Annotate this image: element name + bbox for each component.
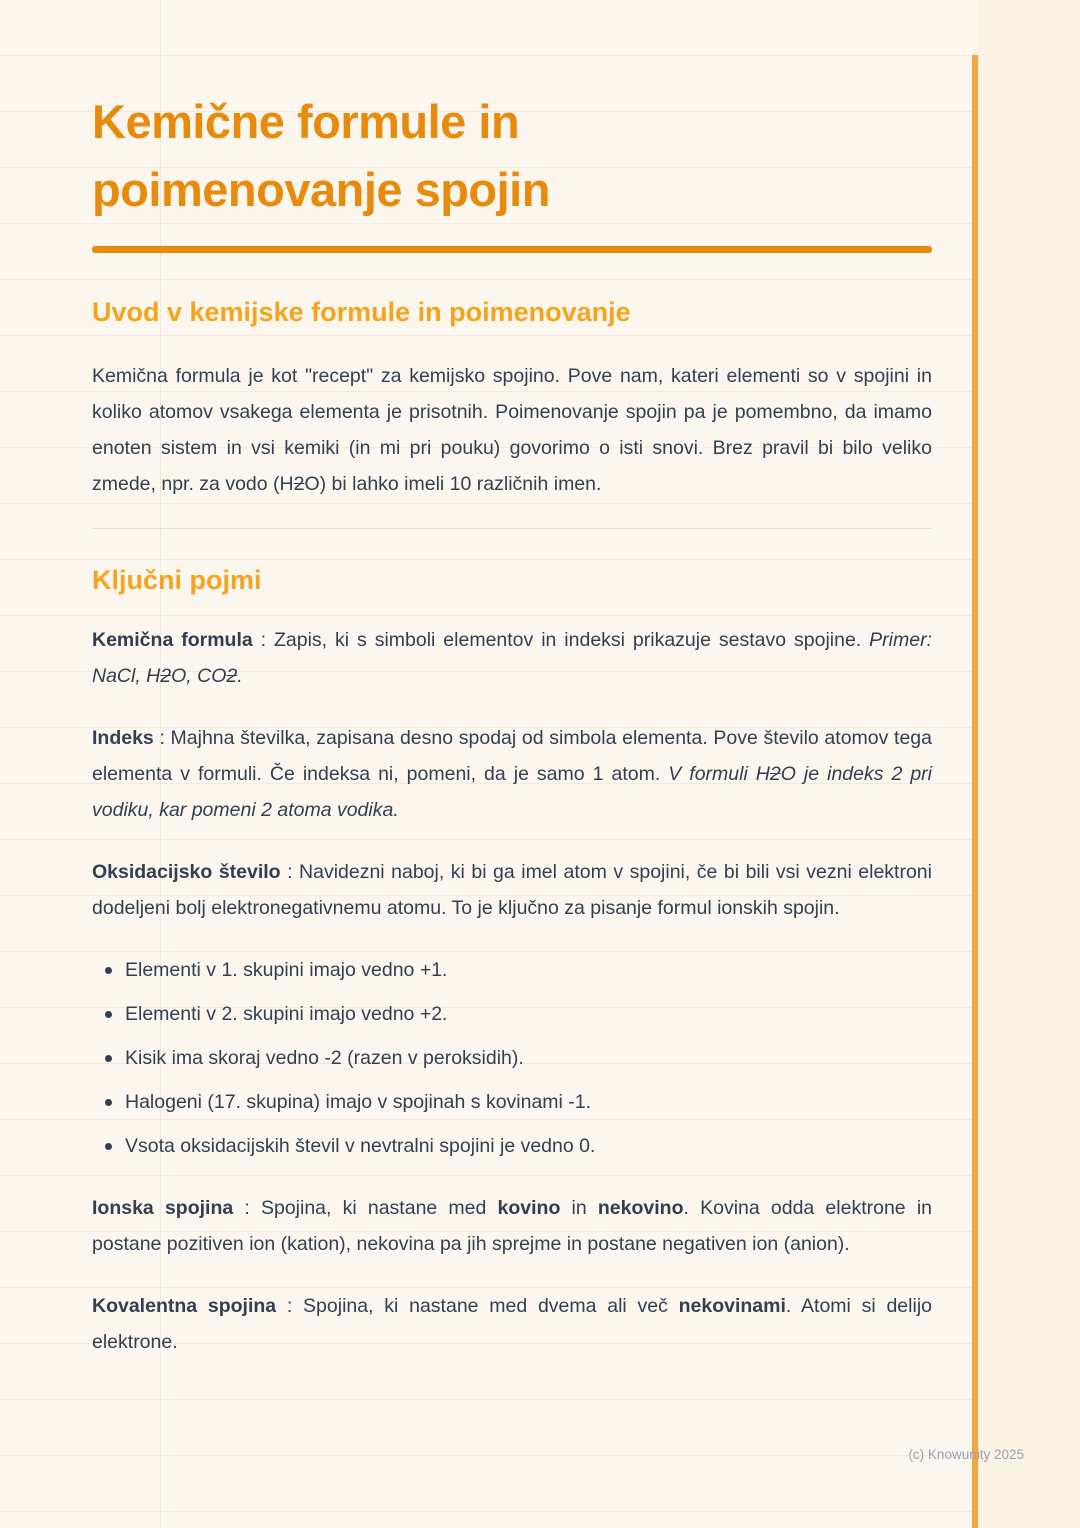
list-item — [105, 1084, 932, 1120]
bullet-marker — [105, 1143, 112, 1150]
notebook-margin-line — [972, 55, 978, 1528]
definition-oksidacijsko-stevilo: Oksidacijsko število : Navidezni naboj, ki bi ga imel atom v spojini, če bi bili vsi vezni elektroni dodeljeni bolj elektronegativnemu atomu. To je ključno za pisanje formul ionskih spojin. — [92, 861, 932, 920]
bullet-marker — [105, 1055, 112, 1062]
page-title: Kemične formule in poimenovanje spojin — [92, 95, 550, 217]
page-right-margin-strip — [978, 0, 1080, 1528]
list-item-text: Halogeni (17. skupina) imajo v spojinah s kovinami -1. — [125, 1091, 592, 1114]
bullet-marker — [105, 1099, 112, 1106]
definition-indeks: Indeks : Majhna številka, zapisana desno spodaj od simbola elementa. Pove število atomov tega elementa v formuli. Če indeksa ni, pomeni, da je samo 1 atom. V formuli H2O je indeks 2 pri vodiku, kar pomeni 2 atoma vodika. — [92, 727, 933, 822]
list-item — [105, 952, 932, 988]
section-divider — [92, 528, 932, 529]
definition-kemicna-formula: Kemična formula : Zapis, ki s simboli elementov in indeksi prikazuje sestavo spojine. Primer: NaCl, H2O, CO2. — [92, 629, 932, 688]
section-heading-kljucni-pojmi: Ključni pojmi — [92, 565, 262, 596]
list-item — [105, 1040, 932, 1076]
bullet-marker — [105, 967, 112, 974]
footer-credit: (c) Knowunity 2025 — [908, 1447, 1024, 1462]
title-underline — [92, 246, 932, 253]
definition-ionska-spojina: Ionska spojina : Spojina, ki nastane med kovino in nekovino. Kovina odda elektrone in postane pozitiven ion (kation), nekovina pa jih sprejme in postane negativen ion (anion). — [92, 1197, 932, 1256]
list-item-text: Elementi v 2. skupini imajo vedno +2. — [125, 1003, 448, 1026]
list-item-text: Kisik ima skoraj vedno -2 (razen v peroksidih). — [125, 1047, 524, 1070]
list-item — [105, 996, 932, 1032]
definition-kovalentna-spojina: Kovalentna spojina : Spojina, ki nastane med dvema ali več nekovinami. Atomi si delijo elektrone. — [92, 1295, 932, 1354]
list-item-text: Elementi v 1. skupini imajo vedno +1. — [125, 959, 448, 982]
intro-paragraph: Kemična formula je kot "recept" za kemijsko spojino. Pove nam, kateri elementi so v spojini in koliko atomov vsakega elementa je prisotnih. Poimenovanje spojin pa je pomembno, da imamo enoten sistem in vsi kemiki (in mi pri pouku) govorimo o isti snovi. Brez pravil bi bilo veliko zmede, npr. za vodo (H2O) bi lahko imeli 10 različnih imen. — [92, 365, 932, 496]
document-content — [92, 88, 932, 1360]
list-item-text: Vsota oksidacijskih števil v nevtralni spojini je vedno 0. — [125, 1135, 596, 1158]
oxidation-rules-list — [92, 952, 932, 1164]
section-heading-uvod: Uvod v kemijske formule in poimenovanje — [92, 297, 631, 328]
bullet-marker — [105, 1011, 112, 1018]
list-item — [105, 1128, 932, 1164]
